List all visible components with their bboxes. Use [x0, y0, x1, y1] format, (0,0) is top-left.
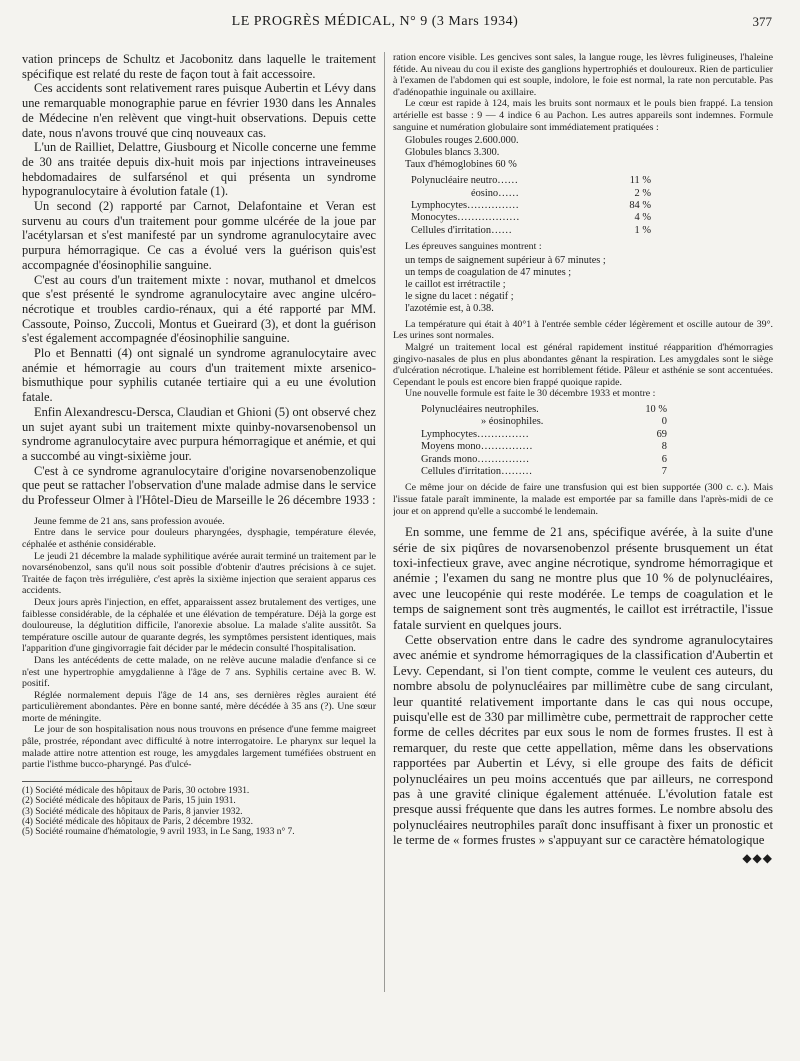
formula-value: 11 %	[629, 175, 651, 187]
test-line: un temps de coagulation de 47 minutes ;	[405, 266, 572, 278]
formula-value: 1 %	[634, 224, 651, 236]
case-report-continued	[393, 52, 773, 517]
page-number: 377	[752, 14, 772, 29]
right-body-text	[393, 525, 773, 849]
case-paragraph: Une nouvelle formule est faite le 30 décembre 1933 et montre :	[405, 388, 656, 400]
case-paragraph: ration encore visible. Les gencives sont sales, la langue rouge, les lèvres fuligineuses, l'haleine fétide. Au niveau du cou il existe des ganglions hypertrophiés et douloureux. Rien de particulier à l'examen de l'abdomen qui est souple, indolore, le foie est normal, la rate non percutable. Pas d'adénopathie inguinale ou axillaire.	[393, 52, 773, 98]
formula-label: Lymphocytes……………	[421, 428, 529, 440]
paragraph: Ces accidents sont relativement rares puisque Aubertin et Lévy dans une remarquable monographie parue en février 1930 dans les Annales de Médecine n'en relèvent que vingt-huit observations. Depuis cette date, nous n'avons trouvé que cinq nouveaux cas.	[22, 81, 376, 140]
test-line: l'azotémie est, à 0.38.	[405, 302, 494, 314]
case-paragraph: Jeune femme de 21 ans, sans profession avouée.	[34, 515, 225, 527]
column-divider	[384, 52, 385, 992]
ornament: ◆◆◆	[742, 850, 773, 865]
test-line: le caillot est irrétractile ;	[405, 278, 506, 290]
formula-value: 69	[656, 428, 667, 440]
formula-label: Polynucléaires neutrophiles.	[421, 403, 539, 415]
case-paragraph: Deux jours après l'injection, en effet, apparaissent assez brutalement des vertiges, une faiblesse considérable, de la céphalée et une élévation de température. Déjà la gorge est douloureuse, la déglutition difficile, l'anorexie absolue. La malade s'alite aussitôt. Sa température oscille autour de quarante degrés, les symptômes persistent identiques, mais l'apparition d'une gingivorragie fait décider par le médecin consulté l'hospitalisation.	[22, 596, 376, 655]
test-line: le signe du lacet : négatif ;	[405, 290, 514, 302]
paragraph: C'est au cours d'un traitement mixte : novar, muthanol et dmelcos que s'est présenté le syndrome agranulocytaire avec angine ulcéro-nécrotique et troubles cardio-rénaux, qui a été rapporté par MM. Cassoute, Poinso, Zuccoli, Montus et Gueirard (3), et dont la guérison s'est également accompagnée d'éosinophilie sanguine.	[22, 272, 376, 346]
formula-label: Monocytes………………	[411, 212, 520, 224]
formula-label: » éosinophiles.	[481, 416, 544, 428]
left-body-text	[22, 52, 376, 508]
formula-value: 8	[661, 441, 667, 453]
formula-label: Moyens mono……………	[421, 441, 533, 453]
case-paragraph: Malgré un traitement local est général rapidement institué réapparition d'hémorragies gingivo-nasales de plus en plus abondantes gênant la respiration. Les amygdales sont le siège d'ulcération nécrotique. L'haleine est horriblement fétide. Pâleur et asthénie se sont accentuées. Cependant le pouls est encore bien frappé quoique rapide.	[393, 341, 773, 388]
paragraph: vation princeps de Schultz et Jacobonitz dans laquelle le traitement spécifique est relaté du reste de façon tout à fait accessoire.	[22, 52, 376, 81]
formula-value: 4 %	[634, 212, 651, 224]
paragraph: Plo et Bennatti (4) ont signalé un syndrome agranulocytaire avec anémie et hémorragie au cours d'un traitement mixte arsenico-bismuthique pour syphilis cutanée tertiaire qui a eu une évolution fatale.	[22, 346, 376, 405]
count-line: Globules blancs 3.300.	[405, 147, 500, 159]
footnote: (5) Société roumaine d'hématologie, 9 avril 1933, in Le Sang, 1933 n° 7.	[22, 827, 295, 838]
case-paragraph: Le jeudi 21 décembre la malade syphilitique avérée aurait terminé un traitement par le novarsénobenzol, sans qu'il nous soit possible d'obtenir d'autres précisions à ce sujet. Traitée de façon très irrégulière, c'est après la sixième injection que seraient apparus ces accidents.	[22, 550, 376, 597]
case-paragraph: La température qui était à 40°1 à l'entrée semble céder légèrement et oscille autour de 39°. Les urines sont normales.	[393, 318, 773, 342]
case-paragraph: Dans les antécédents de cette malade, on ne relève aucune maladie d'enfance si ce n'est une hypertrophie amygdalienne à l'âge de 7 ans. Syphilis certaine avec B. W. positif.	[22, 654, 376, 690]
case-paragraph: Réglée normalement depuis l'âge de 14 ans, ses dernières règles auraient été particulièrement abondantes. Père en bonne santé, mère décédée à 35 ans (?). Une sœur morte de méningite.	[22, 689, 376, 724]
formula-value: 84 %	[629, 199, 651, 211]
formula-value: 6	[661, 453, 667, 465]
footnotes	[22, 786, 376, 838]
case-paragraph: Les épreuves sanguines montrent :	[405, 241, 542, 253]
right-column	[393, 52, 773, 866]
case-paragraph: Le jour de son hospitalisation nous nous trouvons en présence d'une femme maigreet pâle, prostrée, répondant avec difficulté à notre interrogatoire. Le pharynx sur lequel la malade attire notre attention est rouge, les amygdales largement tuméfiées obstruent en partie l'isthme bucco-pharyngé. Pas d'ulcé-	[22, 724, 376, 771]
case-report	[22, 516, 376, 771]
running-head: LE PROGRÈS MÉDICAL, N° 9 (3 Mars 1934)	[231, 14, 519, 29]
left-column	[22, 52, 376, 838]
footnote: (2) Société médicale des hôpitaux de Paris, 15 juin 1931.	[22, 796, 236, 807]
paragraph: Cette observation entre dans le cadre des syndrome agranulocytaires avec anémie et syndrome hémorragiques de la classification d'Aubertin et Levy. Cependant, si l'on tient compte, comme le veulent ces auteurs, du nombre absolu de polynucléaires par millimètre cube de sang circulant, leur quantité relativement importante dans le cas qui nous occupe, puisqu'elle est de 330 par millimètre cube, permettrait de rapprocher cette forme de celles décrites par eux sous le nom de formes frustes. Il est à remarquer, du reste que cette appellation, même dans les observations rapportées par Aubertin et Lévy, si elle groupe des faits de déficit polynucléaires un peu moins accentués que par ailleurs, ne correspond pas à une gravité clinique également atténuée. L'évolution fatale est presque aussi fréquente que dans les autres formes. Le nombre absolu des polynucléaires neutrophiles paraît donc insuffisant à fixer un pronostic et le terme de « formes frustes » s'appuyant sur ce caractère hématologique	[393, 633, 773, 848]
formula-label: Cellules d'irritation………	[421, 465, 533, 477]
case-paragraph: Le cœur est rapide à 124, mais les bruits sont normaux et le pouls bien frappé. La tension artérielle est basse : 9 — 4 indice 6 au Pachon. Les autres appareils sont indemnes. Formule sanguine et numération globulaire sont immédiatement pratiquées :	[393, 98, 773, 133]
case-paragraph: Entre dans le service pour douleurs pharyngées, dysphagie, température élevée, céphalée et asthénie considérable.	[22, 527, 376, 550]
blood-counts	[405, 135, 773, 171]
footnote: (4) Société médicale des hôpitaux de Paris, 2 décembre 1932.	[22, 817, 253, 828]
footnote: (3) Société médicale des hôpitaux de Paris, 8 janvier 1932.	[22, 806, 243, 817]
blood-tests	[405, 255, 773, 315]
footnote-separator	[22, 781, 132, 782]
count-line: Globules rouges 2.600.000.	[405, 135, 519, 147]
test-line: un temps de saignement supérieur à 67 minutes ;	[405, 254, 606, 266]
page-header	[0, 14, 800, 38]
formula-label: Cellules d'irritation……	[411, 224, 512, 236]
formula-label: éosino……	[471, 187, 519, 199]
leukocyte-formula-1	[411, 175, 773, 237]
formula-label: Polynucléaire neutro……	[411, 175, 519, 187]
paragraph: L'un de Railliet, Delattre, Giusbourg et Nicolle concerne une femme de 30 ans traitée depuis dix-huit mois par injections intraveineuses hebdomadaires de sulfarsénol et qui présenta un syndrome hypogranulocytaire à évolution fatale (1).	[22, 140, 376, 199]
leukocyte-formula-2	[421, 404, 773, 478]
count-line: Taux d'hémoglobines 60 %	[405, 159, 517, 171]
formula-value: 7	[661, 465, 667, 477]
formula-value: 10 %	[645, 403, 667, 415]
paragraph: Un second (2) rapporté par Carnot, Delafontaine et Veran est survenu au cours d'un traitement pour gomme ulcérée de la joue par l'acétylarsan et s'est manifesté par un syndrome agranulocytaire avec purpura hémorragique. Ce cas a évolué vers la guérison quis'est accompagnée d'éosinophilie sanguine.	[22, 199, 376, 272]
case-paragraph: Ce même jour on décide de faire une transfusion qui est bien supportée (300 c. c.). Mais l'issue fatale paraît imminente, la malade est emportée par sa famille dans l'après-midi de ce jour et on apprend qu'elle a succombé le lendemain.	[393, 482, 773, 517]
formula-label: Lymphocytes……………	[411, 199, 519, 211]
paragraph: En somme, une femme de 21 ans, spécifique avérée, à la suite d'une série de six piqûres de novarsenobenzol présente brusquement un état toxi-infectieux grave, avec angine nécrotique, syndrome hémorragique et anémie ; l'examen du sang ne montre plus que 10 % de polynucléaires, avec une leucopénie qui reste modérée. Le temps de coagulation et le temps de saignement sont très augmentés, le caillot est irrétractile, l'issue fatale survient en quelques jours.	[393, 525, 773, 632]
formula-value: 0	[661, 416, 667, 428]
formula-value: 2 %	[634, 187, 651, 199]
paragraph: C'est à ce syndrome agranulocytaire d'origine novarsenobenzolique que peut se rattacher l'observation d'une malade admise dans le service du Professeur Olmer à l'Hôtel-Dieu de Marseille le 26 décembre 1933 :	[22, 463, 376, 508]
footnote: (1) Société médicale des hôpitaux de Paris, 30 octobre 1931.	[22, 785, 250, 796]
paragraph: Enfin Alexandrescu-Dersca, Claudian et Ghioni (5) ont observé chez un sujet ayant subi un traitement mixte quinby-novarsenobensol un syndrome agranulocytaire avec purpura hémorragique et anémie, et qui a succombé au vingt-sixième jour.	[22, 404, 376, 463]
formula-label: Grands mono……………	[421, 453, 530, 465]
